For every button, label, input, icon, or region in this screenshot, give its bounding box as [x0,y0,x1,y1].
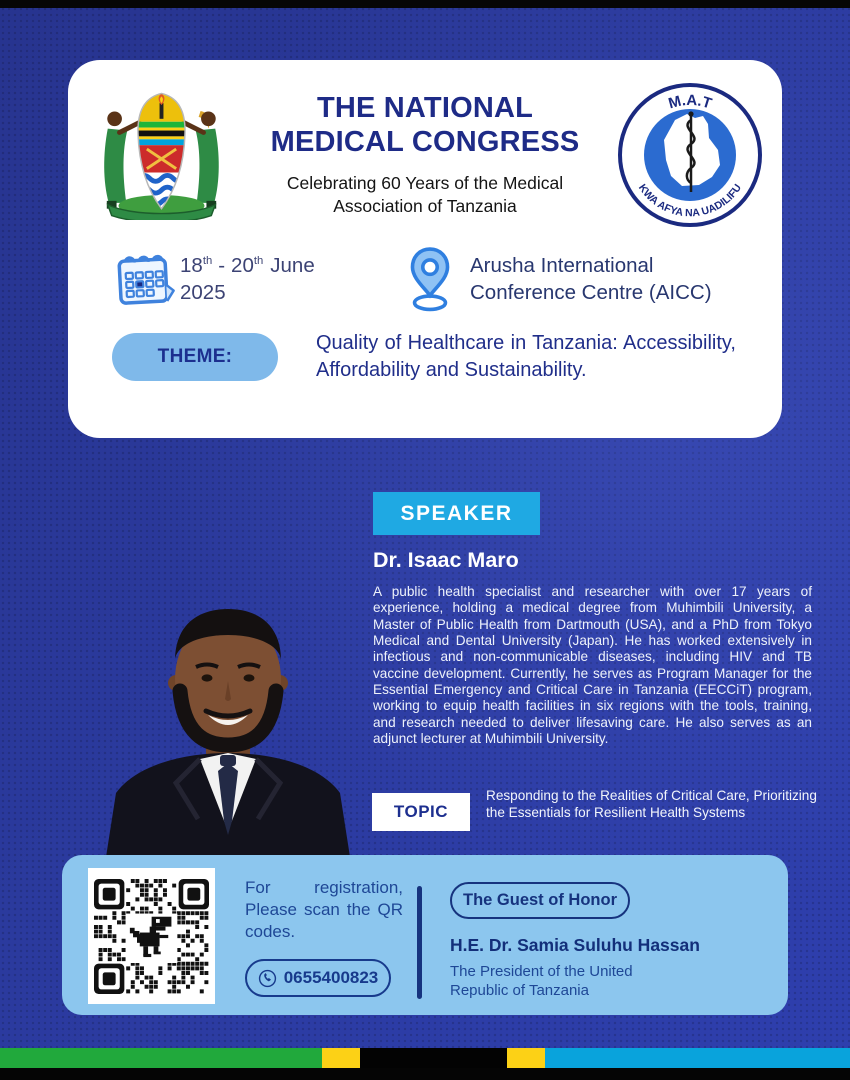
flag-green-segment [0,1048,322,1068]
shield [135,91,188,211]
mat-logo-top-text: M.A.T [666,91,714,113]
speaker-label: SPEAKER [400,501,513,525]
date-year: 2025 [180,281,226,305]
guest-of-honor-name: H.E. Dr. Samia Suluhu Hassan [450,935,700,955]
left-supporter [104,111,139,208]
mat-logo-bottom-text: KWA AFYA NA UADILIFU [635,182,745,220]
header-card [68,60,782,438]
registration-instruction: For registration, Please scan the QR codes. [245,878,403,941]
tanzania-flag-band [0,1048,850,1068]
title-block [228,92,622,217]
qr-code-svg [94,879,209,994]
calendar-icon [114,248,178,310]
topic-label: TOPIC [393,802,449,821]
date-range: 18th - 20th June [180,254,315,277]
title-line-1: THE NATIONAL [316,92,534,124]
theme-text: Quality of Healthcare in Tanzania: Accessibility, Affordability and Sustainability. [316,332,736,382]
title-line-2: MEDICAL CONGRESS [270,125,580,158]
theme-label-pill [112,333,278,381]
topic-text: Responding to the Realities of Critical Care, Prioritizing the Essentials for Resilient Health Systems [486,788,817,820]
top-black-strip [0,0,850,8]
flag-yellow-segment [507,1048,545,1068]
right-supporter [184,111,219,209]
poster-subtitle: Celebrating 60 Years of the Medical Association of Tanzania [286,172,564,216]
speaker-portrait [106,609,350,857]
theme-label: THEME: [157,346,233,367]
speaker-name: Dr. Isaac Maro [373,548,519,572]
phone-icon [258,969,277,988]
flag-black-segment [360,1048,507,1068]
mat-logo [612,80,768,230]
vertical-divider [417,886,422,999]
guest-of-honor-title: The President of the United Republic of Tanzania [450,963,633,999]
phone-button[interactable] [245,959,391,997]
event-venue: Arusha International Conference Centre (AICC) [470,254,712,304]
guest-of-honor-pill: The Guest of Honor [450,882,630,919]
tanzania-coat-of-arms [98,86,225,220]
bottom-black-strip [0,1068,850,1080]
speaker-photo [80,583,372,857]
speaker-section-header [373,492,540,535]
flag-blue-segment [545,1048,850,1068]
topic-label-box [372,793,470,831]
registration-card [62,855,788,1015]
phone-number: 0655400823 [283,968,379,987]
event-dates [180,252,315,306]
location-pin-icon [406,246,454,312]
flag-yellow-segment [322,1048,360,1068]
poster-title [228,92,622,160]
qr-code[interactable] [88,868,215,1004]
speaker-bio: A public health specialist and researcher with over 17 years of experience, holding a medical degree from Muhimbili University, a Master of Public Health from Dartmouth (USA), and a PhD from Tokyo Medical and Dental University (Japan). He has worked extensively in infectious and non-communicable diseases, including HIV and TB vaccine development. Currently, he serves as Program Manager for the Essential Emergency and Critical Care in Tanzania (EECCiT) program, working to equip health facilities in six regions with the tools, training, and research needed to deliver lifesaving care. He also serves as an adjunct lecturer at Muhimbili University. [373,584,812,746]
qr-dino-icon [126,913,177,962]
